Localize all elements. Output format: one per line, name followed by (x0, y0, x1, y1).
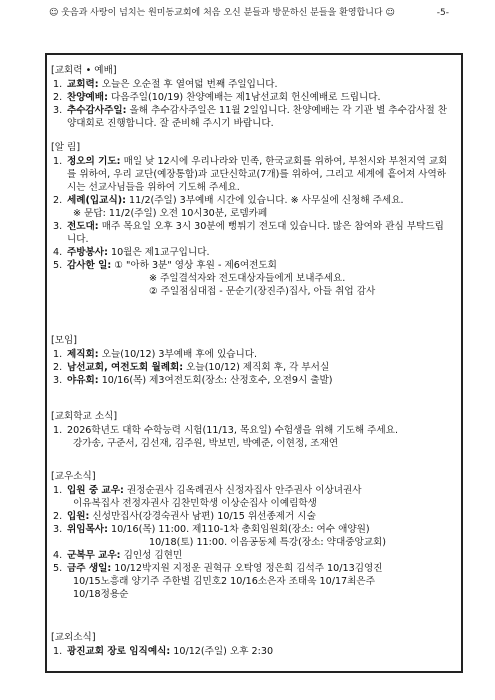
list-item: 1. 입원 중 교우: 권정순권사 김옥례권사 신정자집사 안주권사 이상녀권사 (53, 485, 362, 496)
list-item: 1. 정오의 기도: 매일 낮 12시에 우리나라와 민족, 한국교회를 위하여, 부천시와 부천지역 교회를 위하여, 우리 교단(예장통합)과 교단신학교(7개)를 위하여, 그리고 세계에 흩어져 사역하시는 선교사님들을 위하여 기도해 주세요. (53, 156, 448, 193)
list-item: 1. 교회력: 오늘은 오순절 후 열여덟 번째 주일입니다. (53, 79, 278, 90)
list-item: 2. 찬양예배: 다음주일(10/19) 찬양예배는 제1남선교회 헌신예배로 드립니다. (53, 92, 381, 103)
list-item: 5. 금주 생일: 10/12박지원 지정운 권혁규 오탁영 정은희 김석주 10/13김영진 (53, 563, 383, 574)
list-item: 3. 추수감사주일: 올해 추수감사주일은 11월 2일입니다. 찬양예배는 각 기관 별 추수감사절 찬양대회로 진행합니다. 잘 준비해 주시기 바랍니다. (53, 105, 448, 129)
section-title: [교회학교 소식] (51, 411, 118, 422)
section-notice (51, 141, 451, 298)
section-title: [교외소식] (51, 632, 96, 643)
list-item: 2. 남선교회, 여전도회 월례회: 오늘(10/12) 제직회 후, 각 부서실 (53, 362, 330, 373)
list-item: 3. 야유회: 10/16(목) 제3여전도회(장소: 산정호수, 오전9시 출발) (53, 375, 333, 386)
list-item: 3. 위임목사: 10/16(목) 11:00. 제110-1차 총회임원회(장소: 여수 애양원) (53, 524, 370, 535)
list-item: 5. 감사한 일: ① "아하 3분" 영상 후원 - 제6여전도회 (53, 260, 277, 271)
list-item: 1. 2026학년도 대학 수학능력 시험(11/13, 목요일) 수험생을 위해 기도해 주세요. (53, 425, 399, 436)
list-item: 3. 전도대: 매주 목요일 오후 3시 30분에 뻥튀기 전도대 있습니다. 많은 참여와 관심 부탁드립니다. (53, 221, 444, 245)
list-item: 1. 광진교회 장로 임직예식: 10/12(주일) 오후 2:30 (53, 646, 274, 657)
list-item: 2. 입원: 신성만집사(강경숙권사 남편) 10/15 위선종제거 시술 (53, 511, 316, 522)
page-header (49, 7, 449, 20)
list-sub-item: ※ 문답: 11/2(주일) 오전 10시30분, 로뎀카페 (73, 208, 268, 219)
list-sub-item: 강가송, 구준서, 김선재, 김주원, 박보민, 박예준, 이현정, 조재연 (73, 438, 339, 449)
section-meeting (51, 334, 451, 387)
section-title: [교우소식] (51, 471, 96, 482)
list-sub-item: 10/18(토) 11:00. 이음공동체 특강(장소: 약대중앙교회) (149, 537, 387, 548)
list-sub-item: 10/15노흥래 양기주 주한별 김민호2 10/16소은자 조태욱 10/17최은주 (73, 576, 375, 587)
list-sub-item: ※ 주일결석자와 전도대상자들에게 보내주세요. (149, 273, 346, 284)
section-title: [알 림] (51, 142, 81, 153)
section-members (51, 470, 451, 601)
section-outside-news (51, 631, 451, 658)
list-item: 1. 제직회: 오늘(10/12) 3부예배 후에 있습니다. (53, 349, 258, 360)
page-number: -5- (436, 8, 449, 18)
list-sub-item: 이유복집사 전정자권사 김찬민학생 이상순집사 이예림학생 (73, 498, 317, 509)
list-sub-item: ② 주일점심대접 - 문순기(장진주)집사, 아들 취업 감사 (149, 286, 376, 297)
section-worship (51, 64, 451, 130)
list-item: 2. 세례(입교식): 11/2(주일) 3부예배 시간에 있습니다. ※ 사무실에 신청해 주세요. (53, 195, 404, 206)
section-title: [모임] (51, 335, 78, 346)
section-title: [교회력 • 예배] (51, 65, 117, 76)
header-welcome-text: ☺ 웃음과 사랑이 넘치는 원미동교회에 처음 오신 분들과 방문하신 분들을 환영합니다 ☺ (49, 8, 395, 18)
section-church-school (51, 410, 451, 450)
list-item: 4. 군복무 교우: 김인성 김현민 (53, 550, 183, 561)
list-item: 4. 주방봉사: 10월은 제1교구입니다. (53, 247, 210, 258)
list-sub-item: 10/18정용순 (73, 589, 129, 600)
